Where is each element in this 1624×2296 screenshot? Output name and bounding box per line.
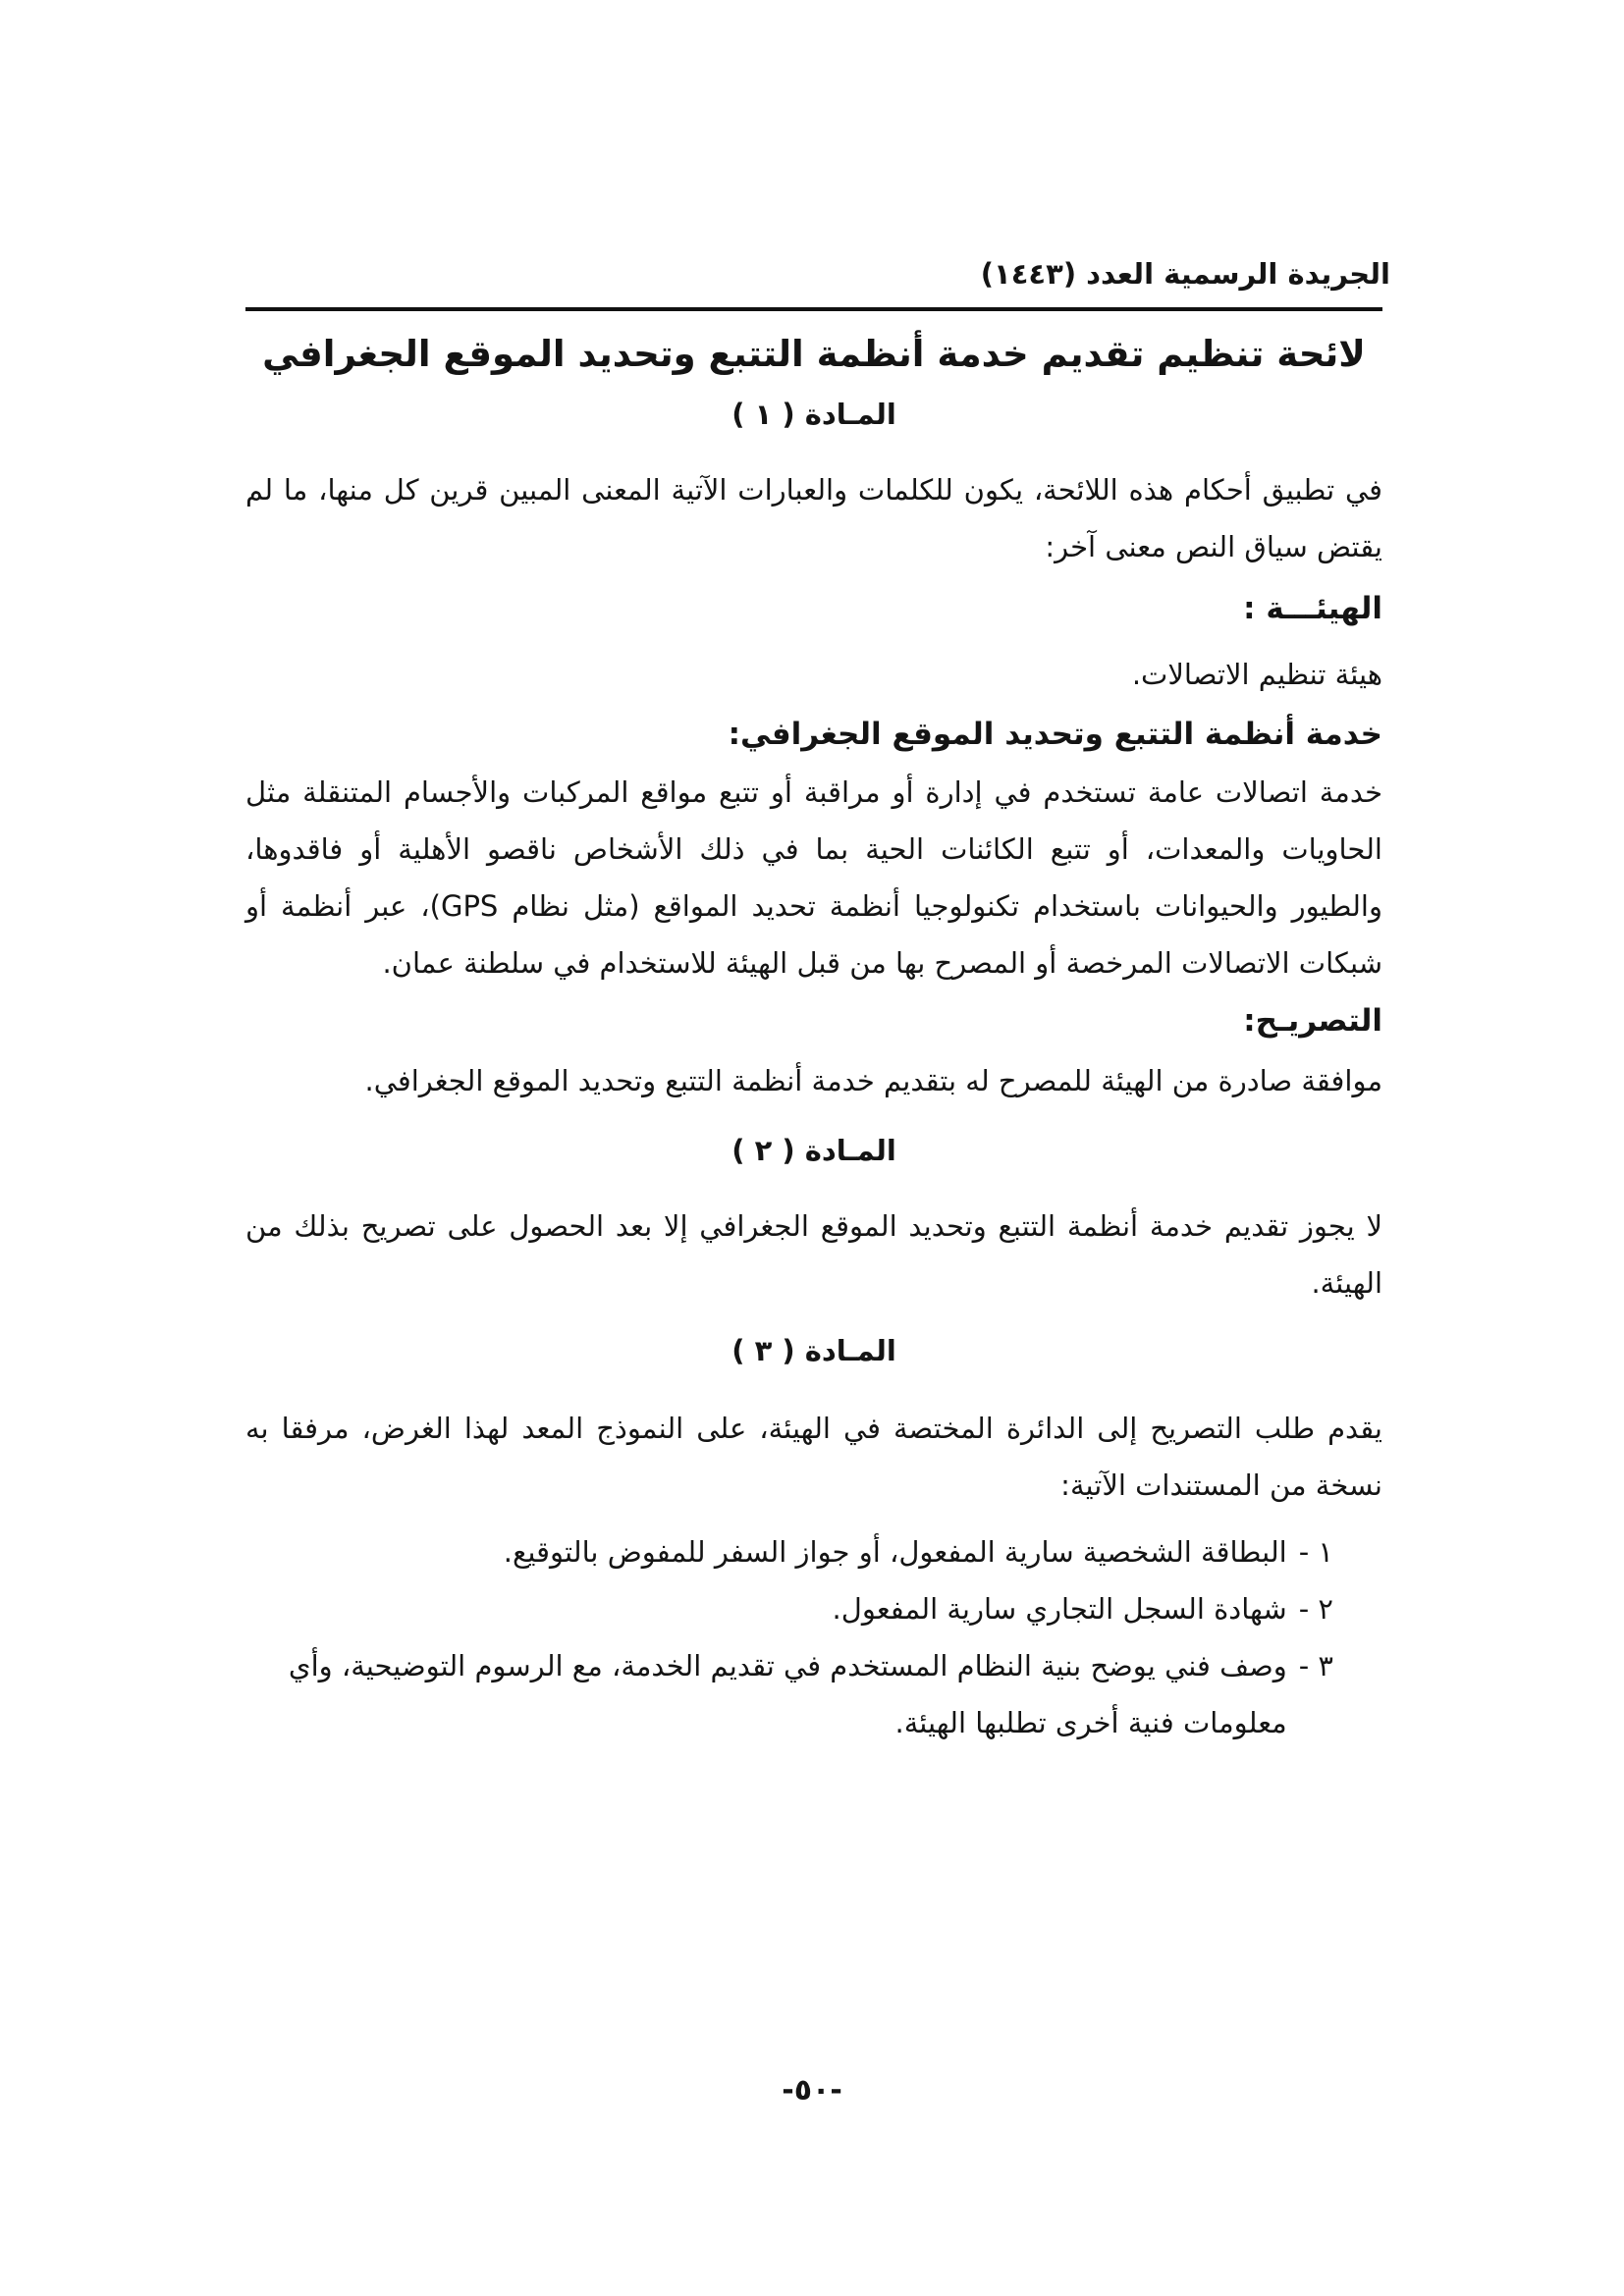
list-item-text: شهادة السجل التجاري سارية المفعول. xyxy=(832,1592,1287,1626)
definition-authority: هيئة تنظيم الاتصالات. xyxy=(1131,658,1382,691)
list-item-number: ٣ - xyxy=(1298,1649,1333,1682)
article-2-heading: المـادة ( ٢ ) xyxy=(731,1134,896,1167)
article-2-text: لا يجوز تقديم خدمة أنظمة التتبع وتحديد الموقع الجغرافي إلا بعد الحصول على تصريح بذلك من الهيئة. xyxy=(245,1209,1382,1300)
list-item-text: البطاقة الشخصية سارية المفعول، أو جواز السفر للمفوض بالتوقيع. xyxy=(503,1535,1287,1569)
list-item-number: ٢ - xyxy=(1298,1592,1333,1626)
definition-tracking-service: خدمة اتصالات عامة تستخدم في إدارة أو مراقبة أو تتبع مواقع المركبات والأجسام المتنقلة مثل الحاويات والمعدات، أو تتبع الكائنات الحية بما في ذلك الأشخاص ناقصو الأهلية أو فاقدوها، والطيور والحيوانات باستخدام تكنولوجيا أنظمة تحديد المواقع (مثل نظام GPS)، عبر أنظمة أو شبكات الاتصالات المرخصة أو المصرح بها من قبل الهيئة للاستخدام في سلطنة عمان. xyxy=(245,775,1382,980)
article-3-intro: يقدم طلب التصريح إلى الدائرة المختصة في الهيئة، على النموذج المعد لهذا الغرض، مرفقا به نسخة من المستندات الآتية: xyxy=(245,1412,1382,1502)
definition-permit: موافقة صادرة من الهيئة للمصرح له بتقديم خدمة أنظمة التتبع وتحديد الموقع الجغرافي. xyxy=(364,1064,1382,1097)
article-1-heading: المـادة ( ١ ) xyxy=(731,398,896,431)
article-3-heading: المـادة ( ٣ ) xyxy=(731,1334,896,1367)
document-body xyxy=(245,324,1382,1751)
list-item xyxy=(245,1580,1333,1637)
required-documents-list xyxy=(245,1523,1382,1751)
page-number: -٥٠- xyxy=(782,2073,842,2108)
regulation-title: لائحة تنظيم تقديم خدمة أنظمة التتبع وتحديد الموقع الجغرافي xyxy=(262,333,1366,375)
term-tracking-service: خدمة أنظمة التتبع وتحديد الموقع الجغرافي: xyxy=(728,717,1382,752)
list-item-text: وصف فني يوضح بنية النظام المستخدم في تقديم الخدمة، مع الرسوم التوضيحية، وأي معلومات فنية أخرى تطلبها الهيئة. xyxy=(288,1649,1287,1739)
article-1-intro: في تطبيق أحكام هذه اللائحة، يكون للكلمات والعبارات الآتية المعنى المبين قرين كل منها، ما لم يقتض سياق النص معنى آخر: xyxy=(245,473,1382,563)
list-item-number: ١ - xyxy=(1298,1535,1333,1569)
list-item xyxy=(245,1637,1333,1751)
header-divider xyxy=(245,307,1382,311)
gazette-header: الجريدة الرسمية العدد (١٤٤٣) xyxy=(980,257,1390,291)
term-authority: الهيئـــة : xyxy=(1243,591,1382,626)
list-item xyxy=(245,1523,1333,1580)
term-permit: التصريـح: xyxy=(1243,1003,1382,1039)
